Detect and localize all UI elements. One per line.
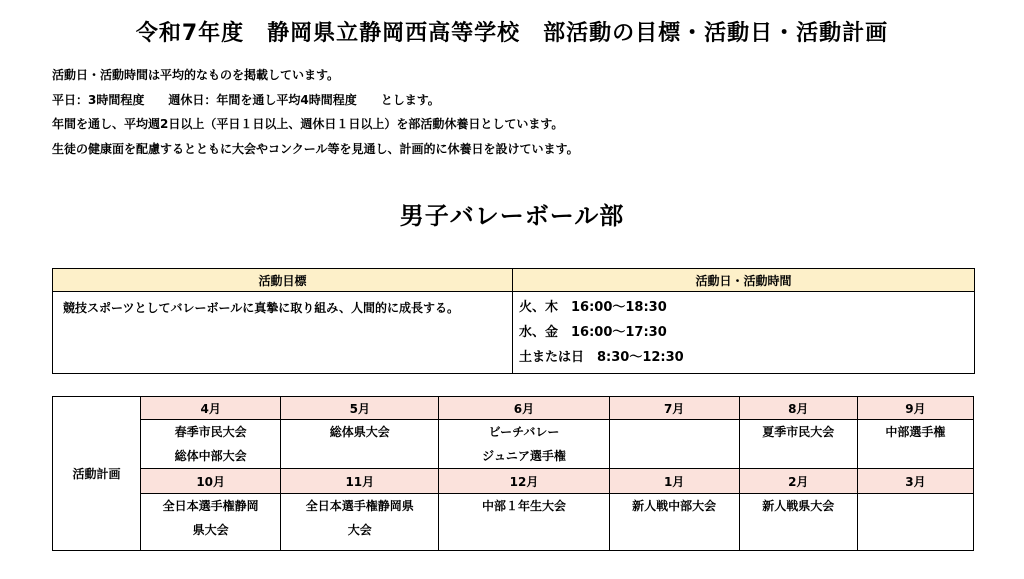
- month-cell: 3月: [857, 469, 973, 494]
- intro-line: 平日：3時間程度 週休日：年間を通し平均4時間程度 とします。: [52, 92, 440, 107]
- month-cell: 2月: [739, 469, 857, 494]
- club-name: 男子バレーボール部: [399, 202, 625, 230]
- month-cell: 10月: [141, 469, 281, 494]
- event-item: 総体中部大会: [174, 449, 247, 463]
- month-cell: 11月: [281, 469, 439, 494]
- event-item: 中部１年生大会: [481, 499, 566, 513]
- time-header: 活動日・活動時間: [513, 269, 975, 292]
- intro-line: 年間を通し、平均週2日以上（平日１日以上、週休日１日以上）を部活動休養日としています。: [52, 117, 564, 131]
- month-cell: 9月: [857, 397, 973, 420]
- month-cell: 8月: [739, 397, 857, 420]
- event-item: ジュニア選手権: [482, 449, 566, 463]
- month-cell: 12月: [439, 469, 609, 494]
- event-item: 大会: [347, 523, 372, 537]
- event-cell: [609, 494, 739, 551]
- time-entry: 土または日 8:30～12:30: [519, 350, 684, 365]
- event-item: 夏季市民大会: [762, 425, 835, 439]
- event-cell: [739, 420, 857, 469]
- event-cell: [609, 420, 739, 469]
- event-item: 総体県大会: [329, 425, 390, 439]
- event-item: ビーチバレー: [488, 425, 560, 439]
- event-cell: [439, 420, 609, 469]
- event-cell: [439, 494, 609, 551]
- time-cell: [513, 292, 975, 374]
- goal-cell: [53, 292, 513, 374]
- goal-header: 活動目標: [53, 269, 513, 292]
- intro-line: 生徒の健康面を配慮するとともに大会やコンクール等を見通し、計画的に休養日を設けています。: [52, 141, 579, 156]
- event-item: 全日本選手権静岡: [162, 499, 259, 513]
- time-entry: 火、木 16:00～18:30: [519, 300, 667, 315]
- event-item: 県大会: [192, 523, 229, 537]
- event-cell: [281, 494, 439, 551]
- time-entry: 水、金 16:00～17:30: [519, 325, 667, 340]
- event-cell: [281, 420, 439, 469]
- month-cell: 6月: [439, 397, 609, 420]
- intro-notes: [52, 66, 579, 164]
- intro-line: 活動日・活動時間は平均的なものを掲載しています。: [52, 68, 340, 82]
- event-item: 新人戦県大会: [762, 499, 835, 513]
- activity-plan-table: [52, 396, 974, 551]
- event-cell: [857, 420, 973, 469]
- goal-text: 競技スポーツとしてバレーボールに真摯に取り組み、人間的に成長する。: [63, 301, 460, 315]
- page-title: 令和7年度 静岡県立静岡西高等学校 部活動の目標・活動日・活動計画: [135, 21, 889, 46]
- event-item: 春季市民大会: [174, 425, 247, 439]
- event-item: 新人戦中部大会: [632, 499, 717, 513]
- goal-table: [52, 268, 975, 374]
- month-cell: 7月: [609, 397, 739, 420]
- month-cell: 4月: [141, 397, 281, 420]
- plan-label: 活動計画: [53, 397, 141, 551]
- month-cell: 5月: [281, 397, 439, 420]
- month-cell: 1月: [609, 469, 739, 494]
- event-cell: [141, 494, 281, 551]
- event-item: 中部選手権: [885, 425, 946, 439]
- event-cell: [857, 494, 973, 551]
- event-cell: [739, 494, 857, 551]
- event-cell: [141, 420, 281, 469]
- event-item: 全日本選手権静岡県: [305, 499, 414, 513]
